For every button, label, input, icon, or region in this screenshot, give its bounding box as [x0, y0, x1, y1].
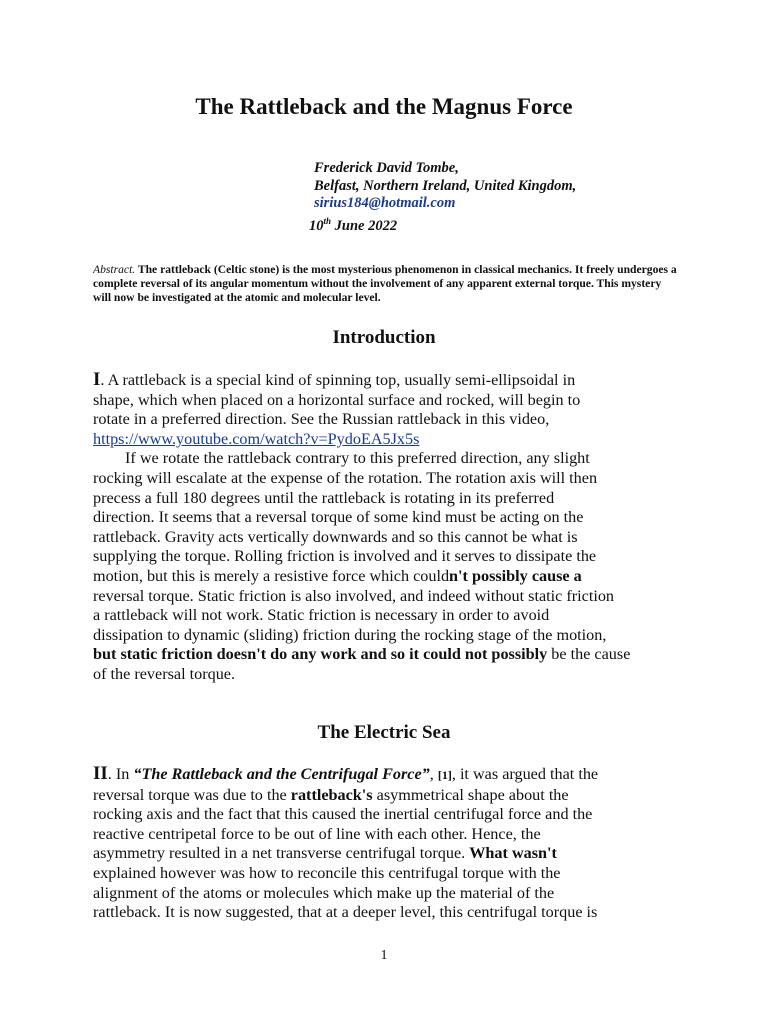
text-line: dissipation to dynamic (sliding) friction during the rocking stage of the motion, [93, 625, 607, 644]
text-line: If we rotate the rattleback contrary to this preferred direction, any slight [125, 449, 590, 468]
author-name: Frederick David Tombe, [314, 160, 459, 176]
text-segment: asymmetrical shape about the [372, 785, 569, 804]
text-segment: . A rattleback is a special kind of spinning top, usually semi-ellipsoidal in [100, 371, 576, 389]
text-line: rattleback. Gravity acts vertically downwards and so this cannot be what is [93, 527, 578, 546]
section-electric-sea-body [93, 764, 683, 923]
text-line [93, 567, 683, 587]
text-line: shape, which when placed on a horizontal surface and rocked, will begin to [93, 390, 581, 409]
date-suffix: th [323, 215, 332, 226]
text-segment: asymmetry resulted in a net transverse centrifugal torque. [93, 844, 470, 863]
text-segment: . In [107, 765, 134, 783]
text-line: of the reversal torque. [93, 664, 236, 683]
section-introduction-body [93, 370, 683, 685]
abstract-text: The rattleback (Celtic stone) is the most mysterious phenomenon in classical mechanics. It freely undergoes a complete reversal of its angular momentum without the involvement of any apparent external torque. This mystery will now be investigated at the atomic and molecular level. [93, 263, 677, 304]
video-link[interactable]: https://www.youtube.com/watch?v=PydoEA5Jx5s [93, 429, 420, 448]
text-line [93, 786, 683, 806]
bold-text-segment: rattleback's [290, 785, 373, 804]
section-roman-numeral: II [93, 763, 108, 784]
page-number: 1 [380, 948, 388, 963]
text-segment: reversal torque was due to the [93, 785, 291, 804]
date-rest: June 2022 [331, 217, 398, 234]
text-line: alignment of the atoms or molecules which make up the material of the [93, 883, 555, 902]
text-line: precess a full 180 degrees until the rattleback is rotating in its preferred [93, 488, 555, 507]
text-line: a rattleback will not work. Static friction is necessary in order to avoid [93, 606, 550, 625]
text-line: direction. It seems that a reversal torque of some kind must be acting on the [93, 508, 584, 527]
date-day: 10 [309, 217, 324, 234]
text-line [93, 764, 683, 786]
text-line: reactive centripetal force to be out of line with each other. Hence, the [93, 824, 541, 843]
text-segment: , it was argued that the [451, 765, 599, 783]
text-line: explained however was how to reconcile this centrifugal torque with the [93, 863, 561, 882]
abstract [93, 263, 678, 305]
author-email-link[interactable]: sirius184@hotmail.com [314, 195, 456, 211]
text-segment: , [429, 765, 438, 783]
text-segment: be the cause [547, 645, 631, 664]
reference-title: “The Rattleback and the Centrifugal Force” [133, 765, 430, 783]
section-heading-electric-sea: The Electric Sea [317, 722, 451, 743]
text-line: reversal torque. Static friction is also involved, and indeed without static friction [93, 586, 615, 605]
text-line [93, 645, 683, 665]
text-line: rotate in a preferred direction. See the Russian rattleback in this video, [93, 410, 550, 429]
paper-title: The Rattleback and the Magnus Force [195, 94, 573, 119]
section-heading-introduction: Introduction [332, 327, 436, 348]
bold-text-segment: but static friction doesn't do any work and so it could not possibly [93, 645, 548, 664]
text-line: rocking axis and the fact that this caused the inertial centrifugal force and the [93, 805, 593, 824]
abstract-label: Abstract. [93, 263, 136, 276]
reference-number: [1] [437, 768, 452, 782]
bold-text-segment: n't possibly cause a [449, 566, 582, 585]
text-line [93, 844, 683, 864]
text-line: supplying the torque. Rolling friction is involved and it serves to dissipate the [93, 547, 597, 566]
bold-text-segment: What wasn't [469, 844, 557, 863]
author-block [309, 160, 577, 235]
author-location: Belfast, Northern Ireland, United Kingdom, [314, 177, 577, 194]
text-line [93, 370, 683, 391]
text-line: rocking will escalate at the expense of the rotation. The rotation axis will then [93, 468, 598, 487]
text-segment: motion, but this is merely a resistive force which could [93, 566, 450, 585]
publication-date [309, 213, 576, 235]
section-roman-numeral: I [93, 369, 101, 390]
text-line: rattleback. It is now suggested, that at a deeper level, this centrifugal torque is [93, 903, 598, 922]
